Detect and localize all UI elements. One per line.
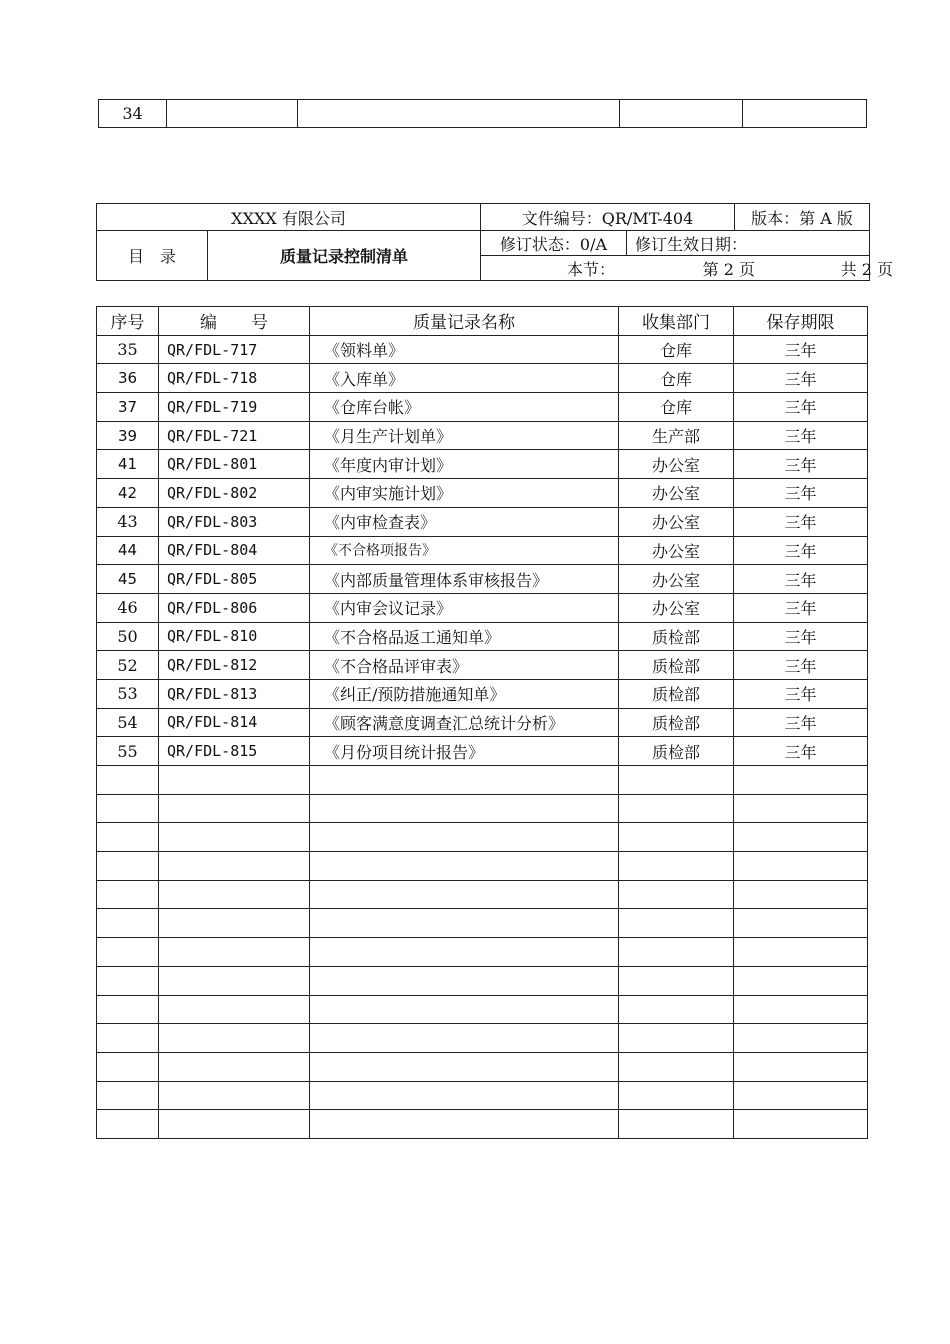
page-info <box>481 256 893 281</box>
row-number: 53 <box>97 679 159 708</box>
record-code: QR/FDL-812 <box>159 651 310 680</box>
record-code: QR/FDL-814 <box>159 708 310 737</box>
retention-period: 三年 <box>734 536 868 565</box>
empty-cell <box>159 995 310 1024</box>
document-version: 版本：第 A 版 <box>735 204 870 231</box>
record-name: 《内部质量管理体系审核报告》 <box>310 565 619 594</box>
empty-cell <box>159 794 310 823</box>
record-name: 《月份项目统计报告》 <box>310 737 619 766</box>
collecting-department: 办公室 <box>619 507 734 536</box>
empty-cell <box>734 794 868 823</box>
record-name: 《内审会议记录》 <box>310 593 619 622</box>
collecting-department: 质检部 <box>619 622 734 651</box>
empty-cell <box>619 1110 734 1139</box>
row-number: 43 <box>97 507 159 536</box>
collecting-department: 仓库 <box>619 364 734 393</box>
revision-status: 修订状态：0/A <box>481 231 627 256</box>
retention-period: 三年 <box>734 507 868 536</box>
row-number: 39 <box>97 421 159 450</box>
record-code: QR/FDL-717 <box>159 335 310 364</box>
collecting-department: 办公室 <box>619 479 734 508</box>
retention-period: 三年 <box>734 479 868 508</box>
collecting-department: 办公室 <box>619 565 734 594</box>
record-name: 《纠正/预防措施通知单》 <box>310 679 619 708</box>
collecting-department: 质检部 <box>619 651 734 680</box>
retention-period: 三年 <box>734 651 868 680</box>
row-number: 37 <box>97 393 159 422</box>
empty-cell <box>734 823 868 852</box>
empty-cell <box>734 1024 868 1053</box>
empty-cell <box>734 852 868 881</box>
record-name: 《年度内审计划》 <box>310 450 619 479</box>
empty-row <box>97 966 868 995</box>
row-number: 44 <box>97 536 159 565</box>
empty-cell <box>619 995 734 1024</box>
column-header-name: 质量记录名称 <box>310 307 619 336</box>
empty-cell <box>310 909 619 938</box>
row-number: 41 <box>97 450 159 479</box>
company-name: XXXX 有限公司 <box>97 204 481 231</box>
row-number: 50 <box>97 622 159 651</box>
empty-cell <box>310 794 619 823</box>
empty-cell <box>97 766 159 795</box>
retention-period: 三年 <box>734 679 868 708</box>
empty-cell <box>619 766 734 795</box>
empty-cell <box>159 1052 310 1081</box>
section-label: 本节： <box>566 259 615 279</box>
record-name: 《领料单》 <box>310 335 619 364</box>
collecting-department: 质检部 <box>619 679 734 708</box>
empty-cell <box>97 966 159 995</box>
empty-cell <box>310 880 619 909</box>
empty-cell <box>619 1024 734 1053</box>
empty-cell <box>97 1081 159 1110</box>
empty-cell <box>734 995 868 1024</box>
record-name: 《不合格项报告》 <box>310 536 619 565</box>
row-number: 45 <box>97 565 159 594</box>
table-row <box>97 737 868 766</box>
empty-cell <box>619 1081 734 1110</box>
record-code-cell <box>167 100 298 128</box>
collecting-department: 质检部 <box>619 708 734 737</box>
empty-cell <box>619 794 734 823</box>
empty-row <box>97 995 868 1024</box>
collecting-department: 生产部 <box>619 421 734 450</box>
row-number: 52 <box>97 651 159 680</box>
previous-page-tail-table <box>98 99 867 128</box>
empty-cell <box>619 1052 734 1081</box>
empty-cell <box>310 1024 619 1053</box>
row-number: 46 <box>97 593 159 622</box>
column-header-department: 收集部门 <box>619 307 734 336</box>
empty-row <box>97 766 868 795</box>
table-row <box>97 708 868 737</box>
empty-cell <box>97 794 159 823</box>
empty-cell <box>159 823 310 852</box>
record-name: 《顾客满意度调查汇总统计分析》 <box>310 708 619 737</box>
empty-cell <box>159 852 310 881</box>
empty-row <box>97 852 868 881</box>
record-code: QR/FDL-813 <box>159 679 310 708</box>
empty-cell <box>619 852 734 881</box>
empty-cell <box>97 823 159 852</box>
page-number: 第 2 页 <box>702 259 755 279</box>
empty-cell <box>97 909 159 938</box>
retention-period: 三年 <box>734 565 868 594</box>
empty-cell <box>734 1081 868 1110</box>
empty-cell <box>159 766 310 795</box>
record-name: 《内审实施计划》 <box>310 479 619 508</box>
empty-cell <box>159 938 310 967</box>
empty-cell <box>734 966 868 995</box>
retention-period: 三年 <box>734 364 868 393</box>
empty-row <box>97 823 868 852</box>
quality-record-list <box>96 306 868 1139</box>
retention-period: 三年 <box>734 708 868 737</box>
record-code: QR/FDL-815 <box>159 737 310 766</box>
table-row <box>97 536 868 565</box>
empty-cell <box>310 852 619 881</box>
revision-effective-date: 修订生效日期： <box>627 231 870 256</box>
retention-period: 三年 <box>734 737 868 766</box>
page-total: 共 2 页 <box>840 259 893 279</box>
record-code: QR/FDL-810 <box>159 622 310 651</box>
row-number: 35 <box>97 335 159 364</box>
empty-cell <box>734 938 868 967</box>
empty-cell <box>619 880 734 909</box>
table-row <box>97 479 868 508</box>
empty-cell <box>619 909 734 938</box>
record-name: 《仓库台帐》 <box>310 393 619 422</box>
empty-cell <box>159 1024 310 1053</box>
catalog-label: 目 录 <box>97 231 208 281</box>
empty-cell <box>734 1052 868 1081</box>
record-name: 《月生产计划单》 <box>310 421 619 450</box>
retention-period: 三年 <box>734 393 868 422</box>
table-row <box>97 679 868 708</box>
empty-cell <box>159 909 310 938</box>
empty-row <box>97 938 868 967</box>
empty-cell <box>310 938 619 967</box>
column-header-code: 编 号 <box>159 307 310 336</box>
table-row <box>97 651 868 680</box>
record-code: QR/FDL-718 <box>159 364 310 393</box>
table-row <box>97 421 868 450</box>
row-number: 42 <box>97 479 159 508</box>
empty-cell <box>734 766 868 795</box>
row-number: 36 <box>97 364 159 393</box>
table-row <box>97 507 868 536</box>
table-row <box>97 565 868 594</box>
row-number: 54 <box>97 708 159 737</box>
empty-cell <box>734 880 868 909</box>
retention-period: 三年 <box>734 622 868 651</box>
empty-row <box>97 1110 868 1139</box>
record-name: 《不合格品评审表》 <box>310 651 619 680</box>
empty-cell <box>97 852 159 881</box>
empty-cell <box>97 938 159 967</box>
empty-cell <box>97 1052 159 1081</box>
empty-cell <box>159 1081 310 1110</box>
empty-row <box>97 1081 868 1110</box>
record-code: QR/FDL-801 <box>159 450 310 479</box>
retention-period: 三年 <box>734 593 868 622</box>
retention-cell <box>743 100 867 128</box>
table-row <box>97 364 868 393</box>
table-row <box>97 393 868 422</box>
department-cell <box>620 100 743 128</box>
collecting-department: 办公室 <box>619 593 734 622</box>
record-code: QR/FDL-806 <box>159 593 310 622</box>
empty-cell <box>97 995 159 1024</box>
record-name: 《入库单》 <box>310 364 619 393</box>
empty-cell <box>97 880 159 909</box>
empty-row <box>97 880 868 909</box>
record-code: QR/FDL-802 <box>159 479 310 508</box>
row-number: 34 <box>99 100 167 128</box>
empty-cell <box>310 1110 619 1139</box>
empty-cell <box>159 1110 310 1139</box>
empty-cell <box>310 823 619 852</box>
record-name: 《不合格品返工通知单》 <box>310 622 619 651</box>
collecting-department: 办公室 <box>619 450 734 479</box>
collecting-department: 仓库 <box>619 335 734 364</box>
empty-cell <box>97 1024 159 1053</box>
table-row <box>97 450 868 479</box>
empty-cell <box>310 966 619 995</box>
row-number: 55 <box>97 737 159 766</box>
empty-cell <box>310 766 619 795</box>
empty-cell <box>310 1081 619 1110</box>
retention-period: 三年 <box>734 421 868 450</box>
empty-cell <box>619 823 734 852</box>
empty-cell <box>310 1052 619 1081</box>
table-row <box>99 100 867 128</box>
empty-row <box>97 794 868 823</box>
table-header-row <box>97 307 868 336</box>
retention-period: 三年 <box>734 450 868 479</box>
table-row <box>97 593 868 622</box>
empty-row <box>97 1052 868 1081</box>
retention-period: 三年 <box>734 335 868 364</box>
record-code: QR/FDL-803 <box>159 507 310 536</box>
empty-cell <box>159 966 310 995</box>
collecting-department: 质检部 <box>619 737 734 766</box>
empty-cell <box>619 938 734 967</box>
record-name-cell <box>298 100 620 128</box>
record-code: QR/FDL-804 <box>159 536 310 565</box>
empty-cell <box>97 1110 159 1139</box>
record-name: 《内审检查表》 <box>310 507 619 536</box>
empty-cell <box>734 909 868 938</box>
record-code: QR/FDL-719 <box>159 393 310 422</box>
column-header-no: 序号 <box>97 307 159 336</box>
table-row <box>97 622 868 651</box>
document-number: 文件编号：QR/MT-404 <box>481 204 735 231</box>
document-header <box>96 203 893 281</box>
table-row <box>97 335 868 364</box>
column-header-retention: 保存期限 <box>734 307 868 336</box>
document-title: 质量记录控制清单 <box>208 231 481 281</box>
record-code: QR/FDL-805 <box>159 565 310 594</box>
collecting-department: 办公室 <box>619 536 734 565</box>
empty-row <box>97 1024 868 1053</box>
empty-cell <box>619 966 734 995</box>
empty-cell <box>310 995 619 1024</box>
empty-cell <box>734 1110 868 1139</box>
record-code: QR/FDL-721 <box>159 421 310 450</box>
empty-row <box>97 909 868 938</box>
empty-cell <box>159 880 310 909</box>
collecting-department: 仓库 <box>619 393 734 422</box>
